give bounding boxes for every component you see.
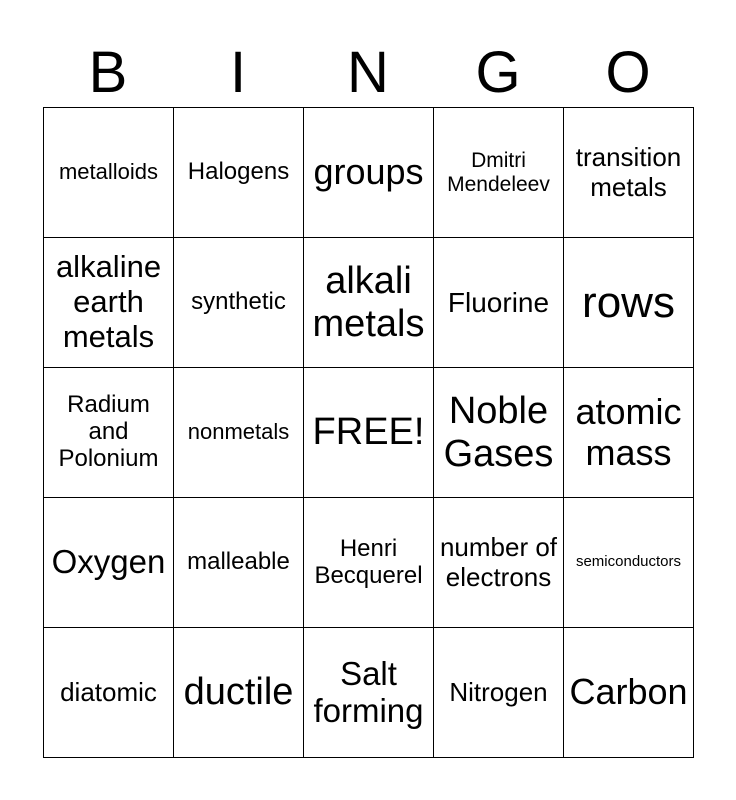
bingo-cell[interactable]: Nitrogen [433, 627, 564, 758]
bingo-cell[interactable]: Dmitri Mendeleev [433, 107, 564, 238]
header-letter-o: O [605, 40, 651, 105]
bingo-cell[interactable]: Noble Gases [433, 367, 564, 498]
bingo-cell[interactable]: Carbon [563, 627, 694, 758]
bingo-cell[interactable]: Henri Becquerel [303, 497, 434, 628]
bingo-cell[interactable]: metalloids [43, 107, 174, 238]
bingo-cell[interactable]: rows [563, 237, 694, 368]
bingo-header [43, 38, 693, 108]
bingo-cell[interactable]: diatomic [43, 627, 174, 758]
header-letter-n: N [347, 40, 389, 105]
bingo-board [43, 107, 693, 757]
bingo-cell[interactable]: Salt forming [303, 627, 434, 758]
free-space[interactable]: FREE! [303, 367, 434, 498]
bingo-cell[interactable]: semiconductors [563, 497, 694, 628]
bingo-cell[interactable]: atomic mass [563, 367, 694, 498]
bingo-cell[interactable]: nonmetals [173, 367, 304, 498]
bingo-cell[interactable]: transition metals [563, 107, 694, 238]
bingo-cell[interactable]: Fluorine [433, 237, 564, 368]
bingo-cell[interactable]: number of electrons [433, 497, 564, 628]
header-letter-b: B [88, 40, 128, 105]
bingo-cell[interactable]: Oxygen [43, 497, 174, 628]
header-letter-i: I [229, 40, 247, 105]
bingo-cell[interactable]: Halogens [173, 107, 304, 238]
bingo-cell[interactable]: alkali metals [303, 237, 434, 368]
bingo-cell[interactable]: synthetic [173, 237, 304, 368]
bingo-cell[interactable]: alkaline earth metals [43, 237, 174, 368]
bingo-cell[interactable]: Radium and Polonium [43, 367, 174, 498]
header-letter-g: G [475, 40, 521, 105]
bingo-cell[interactable]: ductile [173, 627, 304, 758]
bingo-cell[interactable]: malleable [173, 497, 304, 628]
bingo-cell[interactable]: groups [303, 107, 434, 238]
